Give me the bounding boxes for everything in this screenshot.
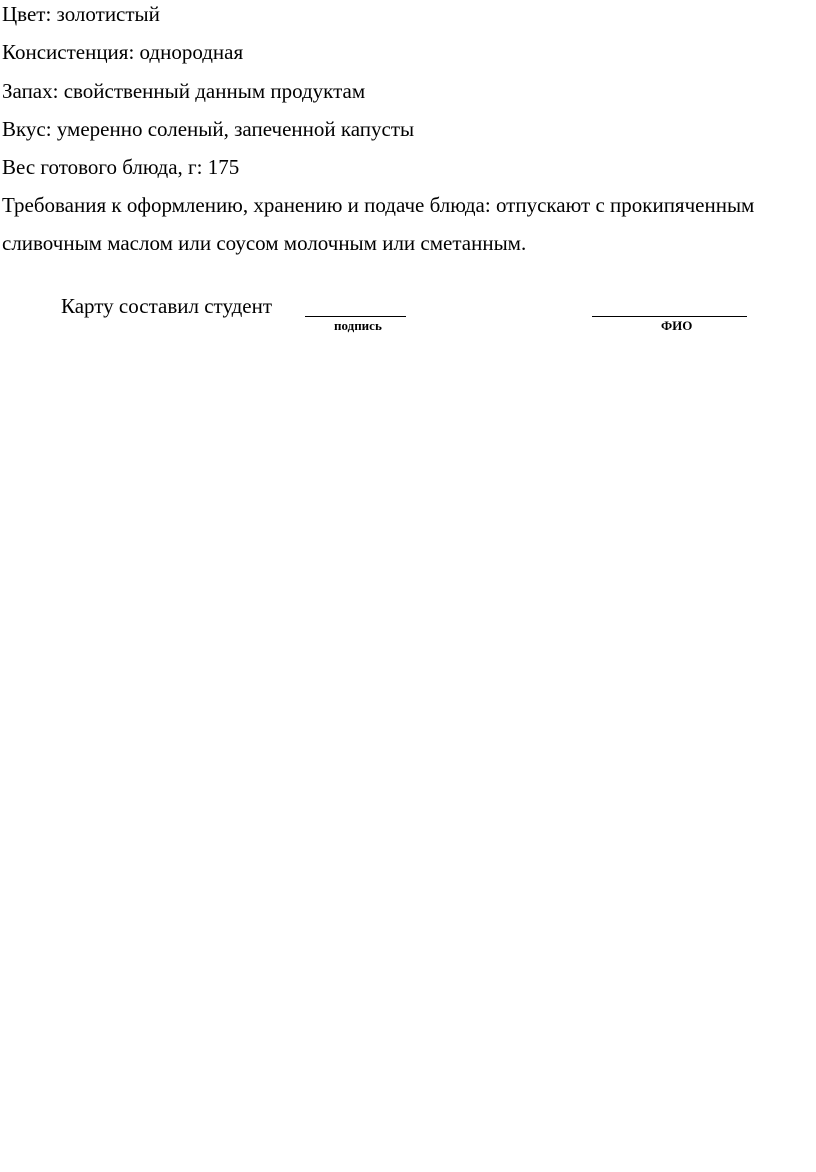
signature-blank-line xyxy=(305,316,406,317)
signature-caption: подпись xyxy=(334,318,382,333)
weight-line: Вес готового блюда, г: 175 xyxy=(2,155,240,179)
requirements-line-2: сливочным маслом или соусом молочным или сметанным. xyxy=(2,231,527,255)
color-line: Цвет: золотистый xyxy=(2,2,160,26)
signature-label: Карту составил студент xyxy=(61,294,273,318)
consistency-line: Консистенция: однородная xyxy=(2,40,244,64)
taste-line: Вкус: умеренно соленый, запеченной капусты xyxy=(2,117,415,141)
name-blank-line xyxy=(592,316,747,317)
name-caption: ФИО xyxy=(661,318,693,333)
requirements-line-1: Требования к оформлению, хранению и подаче блюда: отпускают с прокипяченным xyxy=(2,193,755,217)
smell-line: Запах: свойственный данным продуктам xyxy=(2,79,366,103)
